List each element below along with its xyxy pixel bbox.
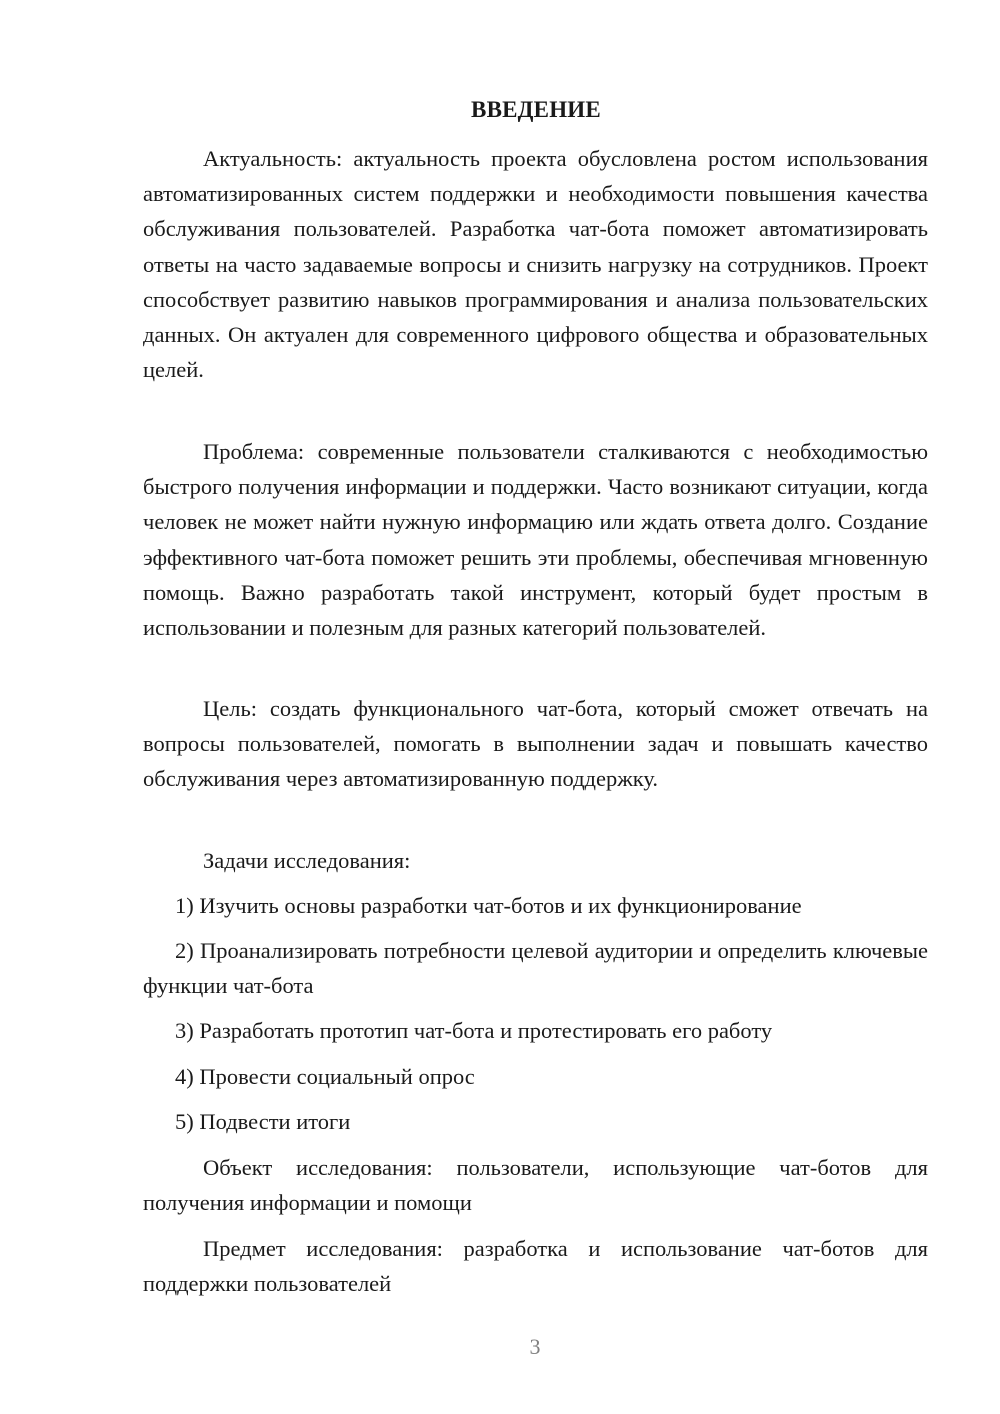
section-heading: ВВЕДЕНИЕ	[471, 97, 601, 122]
paragraph-object: Объект исследования: пользователи, использующие чат-ботов для получения информации и помощи	[143, 1155, 928, 1216]
task-item-1: 1) Изучить основы разработки чат-ботов и их функционирование	[175, 893, 802, 918]
paragraph-goal: Цель: создать функционального чат-бота, который сможет отвечать на вопросы пользователей, помогать в выполнении задач и повышать качество обслуживания через автоматизированную поддержку.	[143, 696, 928, 792]
tasks-title: Задачи исследования:	[203, 848, 411, 873]
task-item-2: 2) Проанализировать потребности целевой аудитории и определить ключевые функции чат-бота	[143, 938, 928, 999]
task-item-3: 3) Разработать прототип чат-бота и протестировать его работу	[175, 1018, 773, 1043]
task-item-5: 5) Подвести итоги	[175, 1109, 351, 1134]
task-item-4: 4) Провести социальный опрос	[175, 1064, 475, 1089]
page-number: 3	[529, 1334, 541, 1359]
paragraph-relevance: Актуальность: актуальность проекта обусловлена ростом использования автоматизированных систем поддержки и необходимости повышения качества обслуживания пользователей. Разработка чат-бота поможет автоматизировать ответы на часто задаваемые вопросы и снизить нагрузку на сотрудников. Проект способствует развитию навыков программирования и анализа пользовательских данных. Он актуален для современного цифрового общества и образовательных целей.	[143, 146, 928, 383]
paragraph-problem: Проблема: современные пользователи сталкиваются с необходимостью быстрого получения информации и поддержки. Часто возникают ситуации, когда человек не может найти нужную информацию или ждать ответа долго. Создание эффективного чат-бота поможет решить эти проблемы, обеспечивая мгновенную помощь. Важно разработать такой инструмент, который будет простым в использовании и полезным для разных категорий пользователей.	[143, 439, 928, 641]
paragraph-subject: Предмет исследования: разработка и использование чат-ботов для поддержки пользователей	[143, 1236, 928, 1297]
